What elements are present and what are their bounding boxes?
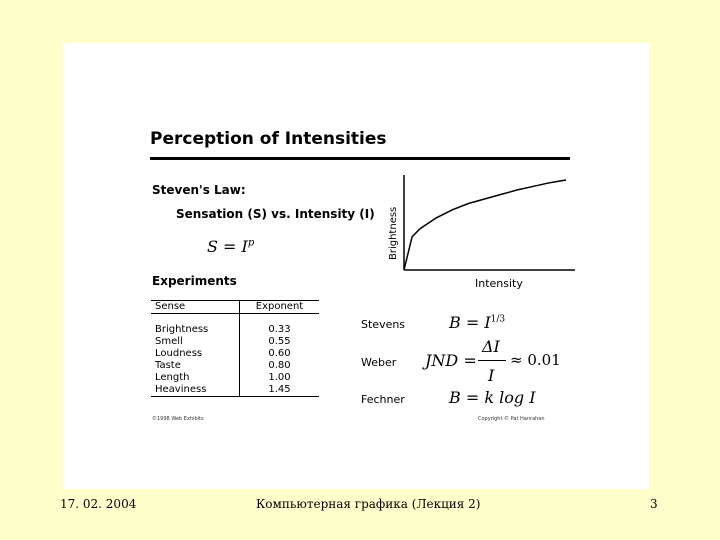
stevens-formula: [207, 237, 254, 256]
cell-sense: Smell: [151, 336, 240, 348]
table-row: [151, 336, 319, 348]
stevens-formula-text: S = I: [207, 237, 248, 256]
stevens-formula-exponent: p: [247, 237, 255, 249]
cell-exponent: 1.45: [268, 384, 291, 395]
cell-exponent: 1.00: [268, 372, 291, 383]
cell-exponent: 0.55: [268, 336, 291, 347]
experiments-heading: Experiments: [152, 274, 237, 288]
law-name-weber: Weber: [361, 356, 397, 369]
law-name-fechner: Fechner: [361, 393, 405, 406]
weber-denominator: I: [488, 366, 495, 385]
stevens-law-formula: [449, 313, 505, 332]
page-number: 3: [650, 497, 658, 511]
title-rule: [150, 157, 570, 160]
weber-rhs: ≈ 0.01: [510, 351, 561, 369]
series-line: [404, 180, 566, 270]
x-axis-label: Intensity: [475, 277, 523, 290]
fechner-formula: B = k log I: [449, 388, 536, 407]
stevens-law-heading: Steven's Law:: [152, 183, 246, 197]
header-sense: Sense: [151, 301, 240, 314]
weber-numerator: ΔI: [482, 337, 500, 356]
table-row: [151, 360, 319, 372]
stevens-law-formula-text: B = I: [449, 313, 491, 332]
fraction-bar: [478, 360, 506, 361]
cell-sense: Heaviness: [151, 384, 240, 397]
cell-sense: Taste: [151, 360, 240, 372]
footer-title: Компьютерная графика (Лекция 2): [256, 497, 481, 511]
stevens-law-formula-exponent: 1/3: [490, 314, 506, 325]
table-row: [151, 348, 319, 360]
cell-exponent: 0.33: [268, 324, 291, 335]
header-exponent: Exponent: [255, 301, 304, 312]
copyright-left: ©1998 Web Exhibits: [152, 416, 204, 422]
table-row: [151, 384, 319, 397]
slide-title: Perception of Intensities: [150, 129, 387, 149]
copyright-right: Copyright © Pat Hanrahan: [478, 416, 545, 422]
cell-sense: Loudness: [151, 348, 240, 360]
footer-date: 17. 02. 2004: [60, 497, 137, 511]
table-header-row: [151, 301, 319, 314]
cell-sense: Length: [151, 372, 240, 384]
table-row: [151, 324, 319, 336]
law-name-stevens: Stevens: [361, 318, 406, 331]
table-row: [151, 372, 319, 384]
cell-exponent: 0.80: [268, 360, 291, 371]
cell-sense: Brightness: [151, 324, 240, 336]
y-axis-label: Brightness: [388, 206, 399, 260]
brightness-intensity-chart: [380, 170, 580, 295]
cell-exponent: 0.60: [268, 348, 291, 359]
weber-lhs: JND =: [425, 351, 477, 370]
stevens-law-subtitle: Sensation (S) vs. Intensity (I): [176, 207, 375, 221]
exponent-table: [151, 300, 319, 397]
